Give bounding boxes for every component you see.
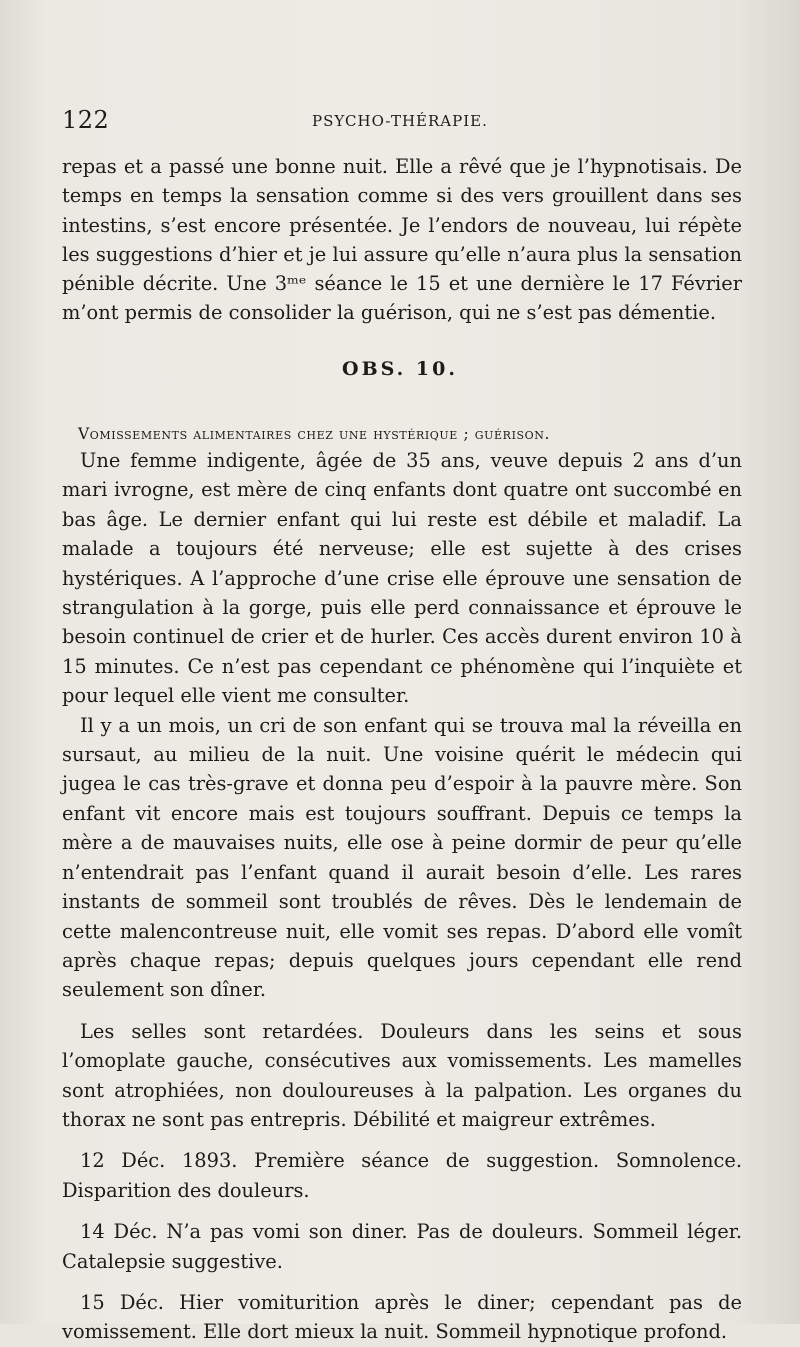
intro-paragraph: repas et a passé une bonne nuit. Elle a rêvé que je l’hypnotisais. De temps en temps la sensation comme si des vers grouillent dans ses intestins, s’est encore présentée. Je l’endors de nouveau, lui répète les suggestions d’hier et je lui assure qu’elle n’aura plus la sensation pénible décrite. Une 3ᵐᵉ séance le 15 et une dernière le 17 Février m’ont permis de consolider la guérison, qui ne s’est pas démentie. xyxy=(62,155,742,325)
page-header xyxy=(62,106,742,138)
observation-body xyxy=(62,446,742,1347)
observation-entry-dec-12: 12 Déc. 1893. Première séance de suggestion. Somnolence. Disparition des douleurs. xyxy=(62,1149,742,1202)
observation-paragraph-3: Les selles sont retardées. Douleurs dans les seins et sous l’omoplate gauche, consécutives aux vomissements. Les mamelles sont atrophiées, non douloureuses à la palpation. Les organes du thorax ne sont pas entrepris. Débilité et maigreur extrêmes. xyxy=(62,1019,742,1131)
observation-entry-dec-15: 15 Déc. Hier vomiturition après le diner; cependant pas de vomissement. Elle dort mieux la nuit. Sommeil hypnotique profond. xyxy=(62,1290,742,1344)
paragraph-gap xyxy=(62,1134,742,1146)
running-head: PSYCHO-THÉRAPIE. xyxy=(312,112,488,130)
observation-paragraph-1: Une femme indigente, âgée de 35 ans, veuve depuis 2 ans d’un mari ivrogne, est mère de cinq enfants dont quatre ont succombé en bas âge. Le dernier enfant qui lui reste est débile et maladif. La malade a toujours été nerveuse; elle est sujette à des crises hystériques. A l’approche d’une crise elle éprouve une sensation de strangulation à la gorge, puis elle perd connaissance et éprouve le besoin continuel de crier et de hurler. Ces accès durent environ 10 à 15 minutes. Ce n’est pas cependant ce phénomène qui l’inquiète et pour lequel elle vient me consulter. xyxy=(62,449,742,708)
intro-paragraph-block xyxy=(62,152,742,328)
paragraph-gap xyxy=(62,1005,742,1017)
observation-paragraph-2: Il y a un mois, un cri de son enfant qui se trouva mal la réveilla en sursaut, au milieu de la nuit. Une voisine quérit le médecin qui jugea le cas très-grave et donna peu d’espoir à la pauvre mère. Son enfant vit encore mais est toujours souffrant. Depuis ce temps la mère a de mauvaises nuits, elle ose à peine dormir de peur qu’elle n’entendrait pas l’enfant quand il aurait besoin d’elle. Les rares instants de sommeil sont troublés de rêves. Dès le lendemain de cette malencontreuse nuit, elle vomit ses repas. D’abord elle vomît après chaque repas; depuis quelques jours cependant elle rend seulement son dîner. xyxy=(62,713,742,1002)
observation-number: OBS. 10. xyxy=(342,358,458,380)
observation-title: Vomissements alimentaires chez une hystérique ; guérison. xyxy=(78,425,551,443)
page-number: 122 xyxy=(62,106,110,134)
observation-entry-dec-14: 14 Déc. N’a pas vomi son diner. Pas de douleurs. Sommeil léger. Catalepsie suggestive. xyxy=(62,1220,742,1273)
paragraph-gap xyxy=(62,1276,742,1288)
paragraph-gap xyxy=(62,1205,742,1217)
